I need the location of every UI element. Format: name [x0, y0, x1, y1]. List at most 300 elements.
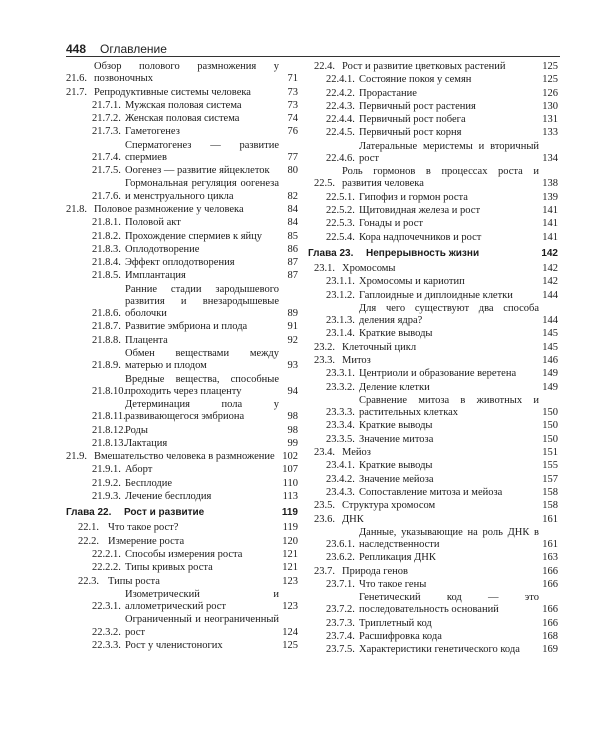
toc-entry-page: 144 [542, 289, 558, 301]
toc-entry-title: Краткие выводы [359, 460, 433, 472]
toc-entry-page: 98 [287, 424, 298, 436]
toc-entry-number: 22.3.3. [92, 639, 121, 651]
toc-entry-title: Гормональная регуляция оогенеза и менструального цикла [125, 178, 279, 202]
toc-entry-title: Центриоли и образование веретена [359, 368, 517, 380]
toc-entry-page: 125 [282, 639, 298, 651]
toc-entry [66, 87, 298, 99]
toc-entry-page: 121 [282, 549, 298, 561]
toc-entry-title: Детерминация пола у развивающегося эмбриона [125, 399, 279, 423]
toc-entry-title: Развитие эмбриона и плода [125, 321, 248, 333]
toc-entry-number: 23.3.2. [326, 381, 355, 393]
toc-entry [66, 231, 298, 243]
toc-entry-number: 23.6.2. [326, 552, 355, 564]
toc-entry-title: Оогенез — развитие яйцеклеток [125, 165, 270, 177]
toc-entry-number: 22.3. [78, 575, 99, 587]
toc-entry [66, 126, 298, 138]
toc-entry-page: 110 [282, 477, 298, 489]
toc-entry [66, 113, 298, 125]
toc-entry-page: 169 [542, 644, 558, 656]
toc-entry [66, 438, 298, 450]
toc-entry [308, 420, 558, 432]
toc-entry-page: 91 [287, 321, 298, 333]
toc-entry-number: 23.7.3. [326, 617, 355, 629]
toc-entry-page: 134 [542, 152, 558, 164]
toc-entry [308, 566, 558, 578]
toc-entry [308, 61, 558, 73]
toc-entry [308, 141, 558, 165]
toc-entry-title: Половой акт [125, 217, 181, 229]
toc-entry-page: 166 [542, 604, 558, 616]
toc-entry [308, 579, 558, 591]
toc-entry-number: 23.1. [314, 263, 335, 275]
toc-entry-title: Гаметогенез [125, 126, 180, 138]
toc-entry-page: 145 [542, 328, 558, 340]
toc-entry-page: 80 [287, 165, 298, 177]
toc-entry-number: 23.7.4. [326, 631, 355, 643]
toc-entry-number: 21.6. [66, 73, 87, 85]
toc-entry-page: 144 [542, 315, 558, 327]
toc-entry [308, 552, 558, 564]
toc-entry-number: 21.7. [66, 86, 87, 98]
toc-entry-title: Латеральные меристемы и вторичный рост [359, 140, 539, 164]
toc-entry [66, 562, 298, 574]
toc-entry-title: Деление клетки [359, 381, 430, 393]
toc-entry-number: 21.7.2. [92, 113, 121, 125]
toc-entry-page: 93 [287, 360, 298, 372]
toc-entry-page: 131 [542, 114, 558, 126]
toc-entry-number: 23.3.5. [326, 433, 355, 445]
toc-entry-number: 21.9.3. [92, 491, 121, 503]
toc-entry [308, 447, 558, 459]
toc-entry-title: Типы кривых роста [125, 562, 213, 574]
toc-entry-title: Ранние стадии зародышевого развития и внезародышевые оболочки [125, 283, 279, 320]
toc-entry [308, 263, 558, 275]
toc-chapter-entry [66, 507, 298, 519]
toc-entry-page: 149 [542, 381, 558, 393]
toc-entry-number: 22.3.1. [92, 601, 121, 613]
toc-entry [308, 631, 558, 643]
toc-entry-number: 21.8.3. [92, 243, 121, 255]
toc-entry-number: 23.3.1. [326, 368, 355, 380]
toc-entry-page: 142 [542, 276, 558, 288]
toc-entry-number: 23.7.1. [326, 578, 355, 590]
toc-entry-number: 22.2.1. [92, 549, 121, 561]
toc-entry [66, 244, 298, 256]
toc-entry-number: 23.2. [314, 341, 335, 353]
toc-entry [308, 166, 558, 190]
toc-entry [66, 270, 298, 282]
toc-entry [308, 592, 558, 616]
toc-entry-number: 23.1.3. [326, 315, 355, 327]
toc-entry-page: 119 [281, 507, 298, 519]
toc-entry-page: 150 [542, 420, 558, 432]
toc-entry-title: Гонады и рост [359, 218, 423, 230]
toc-entry-title: Состояние покоя у семян [359, 74, 472, 86]
toc-entry-title: Расшифровка кода [359, 631, 442, 643]
page-number: 448 [66, 42, 87, 56]
toc-entry-title: Клеточный цикл [342, 341, 417, 353]
toc-entry [308, 342, 558, 354]
toc-entry [308, 114, 558, 126]
toc-entry [308, 101, 558, 113]
toc-entry-title: Природа генов [342, 565, 408, 577]
toc-entry [308, 474, 558, 486]
toc-entry [66, 491, 298, 503]
toc-entry-title: Краткие выводы [359, 328, 433, 340]
toc-entry [308, 355, 558, 367]
toc-entry-number: 23.4.1. [326, 460, 355, 472]
toc-entry-number: 21.8.7. [92, 321, 121, 333]
toc-entry-title: Прохождение спермиев к яйцу [125, 230, 263, 242]
toc-entry [66, 451, 298, 463]
toc-entry-page: 92 [287, 334, 298, 346]
toc-entry-title: Хромосомы и кариотип [359, 276, 465, 288]
toc-entry [66, 321, 298, 333]
toc-entry-page: 130 [542, 100, 558, 112]
toc-entry [66, 374, 298, 398]
toc-entry-number: 22.4.2. [326, 87, 355, 99]
toc-entry [66, 140, 298, 164]
toc-entry-number: 22.4. [314, 61, 335, 72]
toc-entry-title: Вредные вещества, способные проходить через плаценту [125, 373, 279, 397]
toc-entry-page: 166 [542, 578, 558, 590]
toc-entry-page: 168 [542, 631, 558, 643]
toc-entry-page: 142 [541, 247, 558, 259]
toc-entry-page: 99 [287, 437, 298, 449]
toc-entry [66, 425, 298, 437]
toc-entry [308, 127, 558, 139]
toc-entry-page: 126 [542, 87, 558, 99]
toc-entry [308, 434, 558, 446]
toc-entry-number: 23.1.2. [326, 289, 355, 301]
toc-entry-number: 21.8.9. [92, 360, 121, 372]
toc-entry [66, 100, 298, 112]
toc-entry-number: 23.6. [314, 513, 335, 525]
toc-entry-title: Первичный рост корня [359, 127, 462, 139]
toc-entry-page: 107 [282, 464, 298, 476]
toc-entry-page: 161 [542, 513, 558, 525]
toc-entry-title: Непрерывность жизни [366, 247, 480, 259]
toc-entry [308, 382, 558, 394]
toc-entry-number: 22.4.6. [326, 152, 355, 164]
toc-entry [66, 335, 298, 347]
toc-entry-page: 142 [542, 263, 558, 275]
toc-entry-number: Глава 23. [308, 247, 354, 259]
toc-entry-page: 89 [287, 308, 298, 320]
toc-entry-title: Ограниченный и неограниченный рост [125, 614, 279, 638]
toc-entry-page: 155 [542, 460, 558, 472]
toc-entry-page: 150 [542, 407, 558, 419]
toc-entry-title: Рост у членистоногих [125, 639, 223, 651]
toc-entry-page: 166 [542, 565, 558, 577]
toc-entry-title: Значение мейоза [359, 473, 434, 485]
toc-entry-page: 85 [287, 230, 298, 242]
toc-entry-title: Что такое рост? [108, 522, 179, 534]
toc-chapter-entry [308, 248, 558, 260]
toc-entry-number: 22.4.1. [326, 74, 355, 86]
toc-entry-number: 22.3.2. [92, 626, 121, 638]
toc-entry-number: 23.7.2. [326, 604, 355, 616]
toc-entry-title: Характеристики генетического кода [359, 644, 520, 656]
toc-entry-page: 86 [287, 243, 298, 255]
toc-entry-title: Краткие выводы [359, 420, 433, 432]
toc-entry-title: Аборт [125, 464, 153, 476]
toc-entry [66, 204, 298, 216]
toc-entry-page: 123 [282, 601, 298, 613]
toc-entry-number: 22.5.3. [326, 218, 355, 230]
toc-entry [308, 514, 558, 526]
toc-entry [308, 460, 558, 472]
toc-entry-number: 23.4.3. [326, 486, 355, 498]
toc-entry-title: Обмен веществами между матерью и плодом [125, 348, 279, 372]
toc-entry-number: 22.5.2. [326, 205, 355, 217]
toc-entry-number: 21.9. [66, 451, 87, 463]
toc-entry-page: 77 [287, 151, 298, 163]
toc-entry-title: Половое размножение у человека [94, 203, 244, 215]
toc-entry [66, 165, 298, 177]
toc-entry [308, 218, 558, 230]
toc-entry-title: Способы измерения роста [125, 549, 243, 561]
toc-entry-page: 74 [287, 113, 298, 125]
toc-entry [66, 549, 298, 561]
toc-entry-page: 158 [542, 486, 558, 498]
toc-entry-title: Роды [125, 424, 148, 436]
toc-entry-number: 23.4.2. [326, 473, 355, 485]
toc-entry-title: Репродуктивные системы человека [94, 86, 251, 98]
toc-entry-title: Первичный рост побега [359, 114, 466, 126]
toc-entry [308, 74, 558, 86]
toc-entry-page: 145 [542, 341, 558, 353]
toc-entry-page: 73 [287, 86, 298, 98]
toc-entry-title: Кора надпочечников и рост [359, 231, 482, 243]
toc-entry [66, 614, 298, 638]
toc-entry-number: 22.5.4. [326, 231, 355, 243]
toc-entry-number: 22.2.2. [92, 562, 121, 574]
toc-entry-title: Данные, указывающие на роль ДНК в наследственности [359, 526, 539, 551]
toc-entry-number: 21.8.13. [92, 437, 127, 449]
toc-entry-number: 21.7.5. [92, 165, 121, 177]
toc-entry-number: 21.8.11. [92, 411, 126, 423]
toc-entry-number: 21.7.1. [92, 99, 121, 111]
toc-entry-page: 94 [287, 385, 298, 397]
toc-entry [66, 478, 298, 490]
toc-entry-number: 21.7.4. [92, 151, 121, 163]
running-header [66, 42, 167, 56]
toc-entry [66, 178, 298, 202]
toc-entry [66, 399, 298, 423]
toc-entry [66, 640, 298, 652]
toc-entry-title: Прорастание [359, 87, 417, 99]
toc-entry-number: 23.7.5. [326, 644, 355, 656]
toc-entry-number: 23.6.1. [326, 539, 355, 551]
toc-entry-title: Что такое гены [359, 578, 427, 590]
toc-entry-page: 146 [542, 355, 558, 367]
toc-entry-number: 21.8.8. [92, 334, 121, 346]
toc-entry-page: 121 [282, 562, 298, 574]
toc-entry-title: Плацента [125, 334, 168, 346]
toc-entry-page: 141 [542, 218, 558, 230]
toc-entry-number: 22.5. [314, 178, 335, 190]
toc-entry [308, 205, 558, 217]
toc-entry-page: 98 [287, 411, 298, 423]
toc-entry-title: Обзор полового размножения у позвоночных [94, 61, 279, 85]
toc-entry [308, 88, 558, 100]
toc-entry-title: Сперматогенез — развитие спермиев [125, 139, 279, 163]
toc-entry-page: 113 [282, 491, 298, 503]
toc-entry-number: 21.9.1. [92, 464, 121, 476]
toc-entry-title: Первичный рост растения [359, 100, 476, 112]
toc-entry [308, 500, 558, 512]
toc-entry-page: 157 [542, 473, 558, 485]
toc-entry-title: Бесплодие [125, 477, 173, 489]
toc-entry-number: 21.8.5. [92, 270, 121, 282]
toc-entry-number: 23.5. [314, 500, 335, 512]
toc-entry-title: Щитовидная железа и рост [359, 205, 481, 217]
toc-entry-title: Сопоставление митоза и мейоза [359, 486, 503, 498]
toc-entry-number: 22.4.5. [326, 127, 355, 139]
toc-entry-title: Вмешательство человека в размножение [94, 451, 275, 463]
toc-entry [66, 348, 298, 372]
toc-entry-number: 22.4.4. [326, 114, 355, 126]
toc-entry-title: Изометрический и аллометрический рост [125, 588, 279, 613]
toc-entry-title: Измерение роста [108, 535, 185, 547]
toc-entry-number: 21.8.1. [92, 217, 121, 229]
toc-entry [308, 644, 558, 656]
toc-entry-page: 125 [542, 74, 558, 86]
toc-entry [66, 576, 298, 588]
toc-entry-title: Лечение бесплодия [125, 491, 212, 503]
toc-entry [308, 328, 558, 340]
toc-entry [66, 61, 298, 85]
toc-entry-page: 125 [542, 61, 558, 72]
toc-entry [66, 257, 298, 269]
toc-entry [66, 589, 298, 613]
toc-entry-number: Глава 22. [66, 507, 112, 519]
toc-right-column [308, 61, 558, 658]
toc-entry-title: Женская половая система [125, 113, 240, 125]
toc-entry [66, 464, 298, 476]
toc-entry [308, 192, 558, 204]
toc-entry-title: Гаплоидные и диплоидные клетки [359, 289, 513, 301]
toc-entry-title: Мужская половая система [125, 99, 242, 111]
toc-entry [66, 217, 298, 229]
toc-entry-number: 21.7.3. [92, 126, 121, 138]
toc-entry-page: 73 [287, 99, 298, 111]
toc-entry-title: Имплантация [125, 270, 186, 282]
toc-entry-page: 139 [542, 191, 558, 203]
toc-entry-title: Митоз [342, 355, 371, 367]
toc-entry-number: 21.8.4. [92, 257, 121, 269]
toc-entry-number: 21.8. [66, 203, 87, 215]
toc-entry-title: Мейоз [342, 447, 371, 459]
toc-entry-page: 119 [282, 522, 298, 534]
page-title: Оглавление [100, 42, 167, 56]
toc-entry-page: 158 [542, 500, 558, 512]
toc-entry-page: 76 [287, 126, 298, 138]
toc-entry-page: 102 [282, 451, 298, 463]
toc-entry-number: 23.7. [314, 565, 335, 577]
toc-entry-number: 23.1.4. [326, 328, 355, 340]
toc-entry-title: Структура хромосом [342, 500, 436, 512]
toc-entry-page: 84 [287, 217, 298, 229]
toc-entry [308, 618, 558, 630]
toc-entry-title: Типы роста [108, 575, 160, 587]
toc-entry-page: 149 [542, 368, 558, 380]
toc-entry-page: 124 [282, 626, 298, 638]
toc-entry-page: 133 [542, 127, 558, 139]
toc-entry-title: Для чего существуют два способа деления ядра? [359, 302, 539, 327]
toc-entry-title: ДНК [342, 513, 364, 525]
toc-entry-page: 87 [287, 257, 298, 269]
toc-entry-number: 23.4. [314, 447, 335, 459]
toc-entry-page: 141 [542, 231, 558, 243]
toc-entry [308, 395, 558, 419]
toc-entry [66, 522, 298, 534]
toc-left-column [66, 61, 298, 653]
toc-entry [308, 290, 558, 302]
toc-entry-number: 21.8.10. [92, 385, 127, 397]
toc-entry [66, 536, 298, 548]
toc-entry-title: Лактация [125, 437, 168, 449]
toc-entry-title: Репликация ДНК [359, 552, 436, 564]
toc-entry-title: Роль гормонов в процессах роста и развития человека [342, 166, 539, 190]
toc-entry-number: 22.1. [78, 522, 99, 534]
toc-entry-title: Эффект оплодотворения [125, 257, 235, 269]
toc-entry [66, 284, 298, 321]
toc-entry-page: 120 [282, 535, 298, 547]
toc-entry-title: Рост и развитие [124, 507, 205, 519]
toc-entry-title: Рост и развитие цветковых растений [342, 61, 506, 72]
toc-entry-number: 21.9.2. [92, 477, 121, 489]
toc-entry-page: 166 [542, 617, 558, 629]
toc-entry [308, 276, 558, 288]
toc-entry-page: 123 [282, 575, 298, 587]
toc-entry [308, 487, 558, 499]
toc-entry-number: 21.8.12. [92, 424, 127, 436]
toc-entry-number: 23.3. [314, 355, 335, 367]
toc-entry-page: 71 [287, 73, 298, 85]
toc-entry-number: 21.7.6. [92, 190, 121, 202]
toc-entry-page: 150 [542, 433, 558, 445]
toc-entry [308, 232, 558, 244]
toc-entry-number: 22.4.3. [326, 100, 355, 112]
header-rule [66, 56, 560, 57]
toc-entry-page: 84 [287, 203, 298, 215]
toc-entry-title: Хромосомы [342, 263, 396, 275]
toc-entry-number: 21.8.6. [92, 308, 121, 320]
toc-entry-page: 151 [542, 447, 558, 459]
toc-entry-number: 23.1.1. [326, 276, 355, 288]
toc-entry-title: Значение митоза [359, 433, 434, 445]
toc-entry-page: 87 [287, 270, 298, 282]
toc-entry-title: Гипофиз и гормон роста [359, 191, 468, 203]
toc-entry-page: 161 [542, 539, 558, 551]
toc-entry-title: Сравнение митоза в животных и растительных клетках [359, 394, 539, 419]
toc-entry-number: 23.3.4. [326, 420, 355, 432]
toc-entry-page: 138 [542, 178, 558, 190]
toc-entry-page: 82 [287, 190, 298, 202]
toc-entry [308, 368, 558, 380]
toc-entry [308, 527, 558, 551]
toc-entry-number: 23.3.3. [326, 407, 355, 419]
toc-entry-title: Оплодотворение [125, 243, 200, 255]
toc-entry-number: 22.5.1. [326, 191, 355, 203]
toc-entry [308, 303, 558, 327]
toc-entry-number: 21.8.2. [92, 230, 121, 242]
toc-entry-number: 22.2. [78, 535, 99, 547]
toc-entry-page: 163 [542, 552, 558, 564]
toc-entry-title: Генетический код — это последовательность оснований [359, 592, 539, 616]
